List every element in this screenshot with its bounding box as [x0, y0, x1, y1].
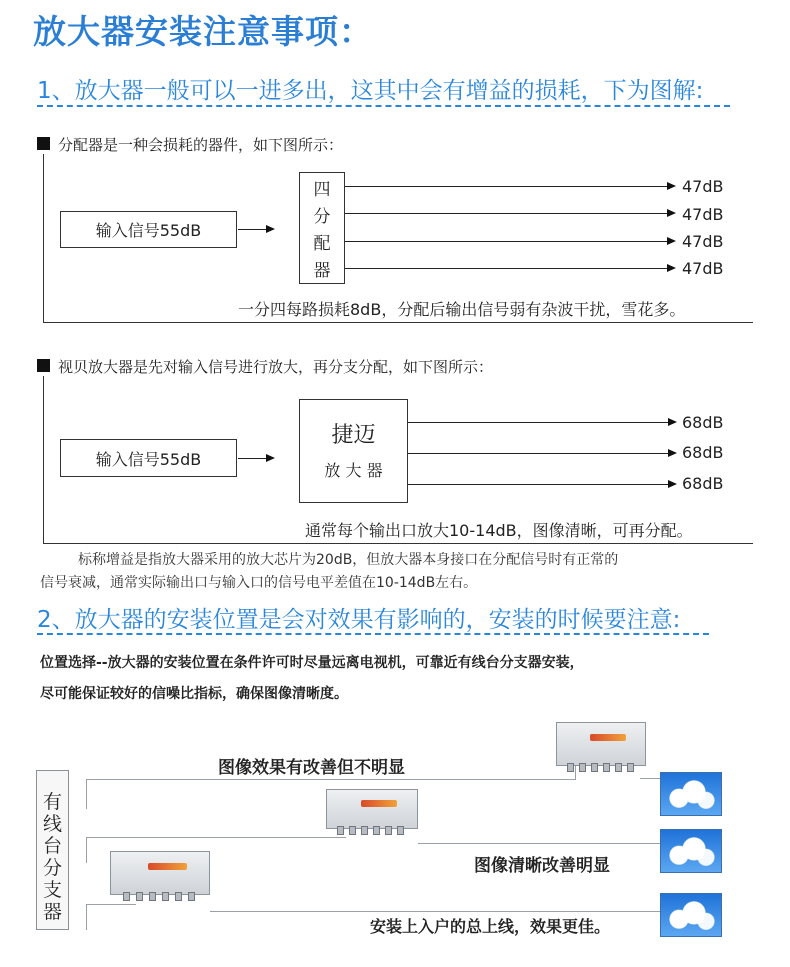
cable-wire: [86, 837, 87, 863]
arrow-right-icon: [668, 480, 677, 488]
bullet-icon: [37, 359, 50, 372]
amp-input-label: 输入信号55dB: [95, 449, 202, 469]
tv-wire: [210, 911, 660, 912]
amplifier-device-mid: [326, 789, 418, 829]
input-arrow-line: [238, 458, 266, 459]
tv-screen-icon: [660, 772, 722, 816]
cable-wire: [86, 904, 87, 930]
splitter-output-label: 47dB: [682, 232, 724, 251]
splitter-output-label: 47dB: [682, 259, 724, 278]
position-line2: 尽可能保证较好的信噪比指标，确保图像清晰度。: [40, 686, 348, 702]
cable-wire: [86, 779, 576, 780]
splitter-char: 四: [313, 180, 331, 200]
cable-wire: [86, 904, 136, 905]
output-arrow-line: [408, 484, 668, 485]
splitter-output-label: 47dB: [682, 177, 724, 196]
section1-underline: [37, 105, 730, 108]
tv-screen-icon: [660, 829, 722, 873]
amp-name: 放 大 器: [324, 461, 383, 480]
tv-wire: [640, 778, 662, 779]
section2-underline: [37, 633, 709, 636]
page-title: 放大器安装注意事项：: [33, 12, 373, 51]
amp-note: 通常每个输出口放大10-14dB，图像清晰，可再分配。: [305, 521, 693, 540]
label-mid: 图像清晰改善明显: [474, 856, 610, 876]
cable-tap-char: 有: [42, 791, 62, 813]
output-arrow-line: [345, 186, 667, 187]
amplifier-box: [299, 399, 408, 503]
cable-tap-char: 支: [42, 879, 62, 901]
splitter-output-label: 47dB: [682, 205, 724, 224]
section2-heading: 2、放大器的安装位置是会对效果有影响的，安装的时候要注意:: [37, 607, 681, 633]
amp-intro: 视贝放大器是先对输入信号进行放大，再分支分配，如下图所示：: [58, 358, 494, 376]
amp-output-label: 68dB: [682, 413, 724, 432]
input-arrow-line: [238, 229, 266, 230]
gain-note-line2: 信号衰减，通常实际输出口与输入口的信号电平差值在10-14dB左右。: [40, 575, 478, 591]
cable-wire: [86, 779, 87, 809]
splitter-input-label: 输入信号55dB: [95, 221, 202, 240]
tv-screen-icon: [660, 893, 722, 937]
arrow-right-icon: [667, 237, 676, 245]
label-far: 图像效果有改善但不明显: [218, 758, 405, 778]
cable-tap-char: 台: [42, 835, 62, 857]
label-near: 安装上入户的总上线，效果更佳。: [370, 917, 611, 936]
cable-wire: [575, 764, 576, 780]
splitter-intro: 分配器是一种会损耗的器件，如下图所示：: [58, 136, 344, 154]
arrow-right-icon: [667, 182, 676, 190]
cable-tap-char: 分: [42, 857, 62, 879]
arrow-right-icon: [667, 209, 676, 217]
amplifier-device-far: [556, 722, 646, 766]
tv-wire: [418, 843, 662, 844]
arrow-right-icon: [667, 264, 676, 272]
output-arrow-line: [345, 268, 667, 269]
section1-heading: 1、放大器一般可以一进多出，这其中会有增益的损耗，下为图解:: [37, 78, 704, 104]
output-arrow-line: [345, 213, 667, 214]
arrow-right-icon: [266, 454, 275, 462]
arrow-right-icon: [266, 225, 275, 233]
splitter-char: 分: [313, 207, 331, 227]
splitter-box: [299, 172, 345, 284]
gain-note-line1: 标称增益是指放大器采用的放大芯片为20dB，但放大器本身接口在分配信号时有正常的: [78, 552, 619, 568]
splitter-input-box: [60, 211, 237, 248]
cable-tap-char: 器: [42, 901, 62, 923]
amp-output-label: 68dB: [682, 443, 724, 462]
output-arrow-line: [408, 422, 668, 423]
output-arrow-line: [408, 453, 668, 454]
splitter-char: 配: [313, 234, 331, 254]
position-line1: 位置选择--放大器的安装位置在条件许可时尽量远离电视机，可靠近有线台分支器安装，: [40, 655, 584, 671]
amp-input-box: [60, 439, 237, 477]
arrow-right-icon: [668, 418, 677, 426]
cable-tap-char: 线: [42, 813, 62, 835]
output-arrow-line: [345, 241, 667, 242]
cable-wire: [86, 837, 346, 838]
splitter-char: 器: [313, 261, 331, 281]
amp-output-label: 68dB: [682, 474, 724, 493]
splitter-note: 一分四每路损耗8dB，分配后输出信号弱有杂波干扰，雪花多。: [238, 300, 686, 319]
amplifier-device-near: [110, 851, 210, 895]
bullet-icon: [37, 137, 50, 150]
splitter-frame-left: [43, 154, 44, 322]
splitter-frame-bottom: [43, 322, 753, 323]
amp-frame-left: [43, 376, 44, 543]
cable-tap-box: [36, 770, 69, 930]
amp-brand: 捷迈: [331, 423, 376, 448]
amp-frame-bottom: [43, 543, 753, 544]
arrow-right-icon: [668, 449, 677, 457]
